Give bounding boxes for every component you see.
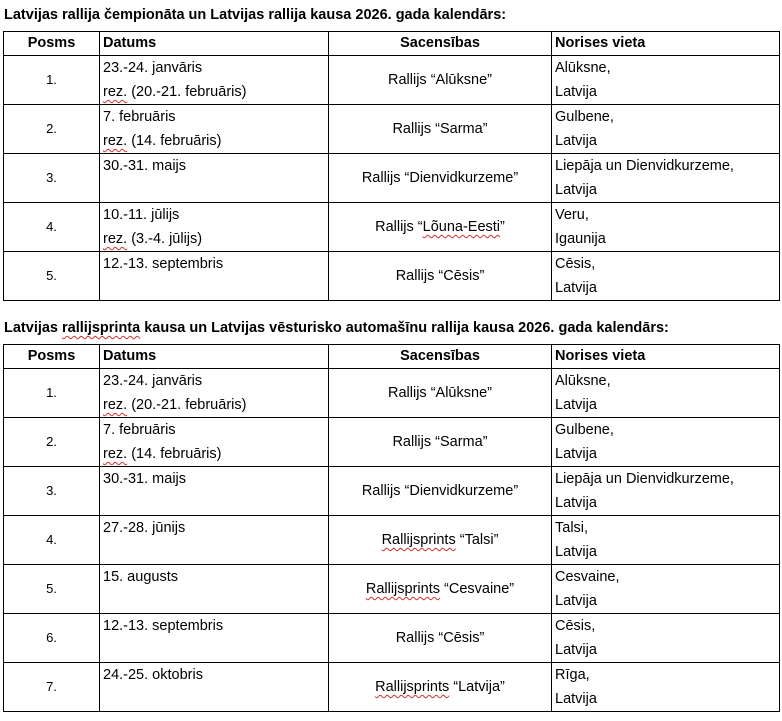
reserve-date: (20.-21. februāris) bbox=[127, 84, 247, 100]
place-cell bbox=[552, 663, 780, 712]
place-cell bbox=[552, 105, 780, 154]
stage-number: 3. bbox=[4, 467, 100, 516]
place-city: Alūksne, bbox=[555, 373, 611, 389]
reserve-prefix: rez. bbox=[103, 133, 128, 149]
reserve-prefix: rez. bbox=[103, 446, 128, 462]
event-segment: Rallijsprints bbox=[381, 532, 456, 548]
place-city: Alūksne, bbox=[555, 60, 611, 76]
header-datums: Datums bbox=[100, 32, 329, 56]
place-cell bbox=[552, 369, 780, 418]
place-country: Latvija bbox=[555, 446, 597, 462]
date-main: 30.-31. maijs bbox=[103, 158, 187, 174]
stage-number: 4. bbox=[4, 203, 100, 252]
place-country: Latvija bbox=[555, 593, 597, 609]
date-cell bbox=[100, 252, 329, 301]
table-row bbox=[4, 203, 780, 252]
calendar-table-2 bbox=[3, 344, 780, 712]
place-country: Latvija bbox=[555, 495, 597, 511]
event-segment: ” bbox=[500, 219, 505, 235]
date-reserve bbox=[103, 393, 325, 417]
date-main: 12.-13. septembris bbox=[103, 618, 224, 634]
stage-number: 2. bbox=[4, 105, 100, 154]
event-label: Rallijs “Cēsis” bbox=[395, 268, 485, 284]
date-main: 7. februāris bbox=[103, 109, 176, 125]
place-country: Latvija bbox=[555, 642, 597, 658]
place-city: Cēsis, bbox=[555, 618, 596, 634]
event-label: Rallijs “Sarma” bbox=[392, 434, 488, 450]
calendar-table-1 bbox=[3, 31, 780, 301]
reserve-prefix: rez. bbox=[103, 397, 128, 413]
date-cell bbox=[100, 154, 329, 203]
date-cell bbox=[100, 565, 329, 614]
reserve-date: (14. februāris) bbox=[127, 133, 222, 149]
event-name bbox=[329, 467, 552, 516]
date-cell bbox=[100, 516, 329, 565]
stage-number: 3. bbox=[4, 154, 100, 203]
place-country: Latvija bbox=[555, 84, 597, 100]
place-cell bbox=[552, 614, 780, 663]
event-segment: “Cesvaine” bbox=[440, 581, 515, 597]
header-sacensibas: Sacensības bbox=[329, 345, 552, 369]
place-city: Cesvaine, bbox=[555, 569, 620, 585]
place-city: Veru, bbox=[555, 207, 589, 223]
place-city: Liepāja un Dienvidkurzeme, bbox=[555, 158, 734, 174]
date-main: 23.-24. janvāris bbox=[103, 60, 203, 76]
event-name bbox=[329, 614, 552, 663]
table-row bbox=[4, 252, 780, 301]
reserve-date: (14. februāris) bbox=[127, 446, 222, 462]
event-name bbox=[329, 203, 552, 252]
event-name bbox=[329, 252, 552, 301]
place-country: Latvija bbox=[555, 544, 597, 560]
event-segment: Rallijs “ bbox=[375, 219, 423, 235]
event-name bbox=[329, 105, 552, 154]
place-cell bbox=[552, 565, 780, 614]
title-segment: Latvijas bbox=[4, 320, 63, 336]
header-norises-vieta: Norises vieta bbox=[552, 345, 780, 369]
place-cell bbox=[552, 203, 780, 252]
event-segment: Lõuna-Eesti bbox=[422, 219, 501, 235]
header-sacensibas: Sacensības bbox=[329, 32, 552, 56]
date-cell bbox=[100, 105, 329, 154]
event-label bbox=[366, 581, 514, 597]
date-main: 15. augusts bbox=[103, 569, 178, 585]
event-name bbox=[329, 663, 552, 712]
place-cell bbox=[552, 154, 780, 203]
table-row bbox=[4, 663, 780, 712]
event-label bbox=[382, 532, 499, 548]
stage-number: 4. bbox=[4, 516, 100, 565]
date-main: 30.-31. maijs bbox=[103, 471, 187, 487]
table-row bbox=[4, 418, 780, 467]
date-cell bbox=[100, 418, 329, 467]
event-name bbox=[329, 565, 552, 614]
stage-number: 5. bbox=[4, 252, 100, 301]
place-cell bbox=[552, 56, 780, 105]
table-row bbox=[4, 369, 780, 418]
header-posms: Posms bbox=[4, 32, 100, 56]
table-row bbox=[4, 154, 780, 203]
table-row bbox=[4, 614, 780, 663]
table-row bbox=[4, 565, 780, 614]
date-main: 7. februāris bbox=[103, 422, 176, 438]
header-norises-vieta: Norises vieta bbox=[552, 32, 780, 56]
event-segment: “Talsi” bbox=[455, 532, 499, 548]
stage-number: 2. bbox=[4, 418, 100, 467]
date-reserve bbox=[103, 80, 325, 104]
event-label: Rallijs “Dienvidkurzeme” bbox=[361, 483, 519, 499]
event-segment: “Latvija” bbox=[449, 679, 505, 695]
date-main: 10.-11. jūlijs bbox=[103, 207, 180, 223]
reserve-prefix: rez. bbox=[103, 84, 128, 100]
place-country: Latvija bbox=[555, 397, 597, 413]
date-reserve bbox=[103, 129, 325, 153]
place-cell bbox=[552, 418, 780, 467]
place-country: Latvija bbox=[555, 133, 597, 149]
event-label: Rallijs “Alūksne” bbox=[388, 385, 492, 401]
event-segment: Rallijsprints bbox=[365, 581, 440, 597]
place-city: Liepāja un Dienvidkurzeme, bbox=[555, 471, 734, 487]
date-cell bbox=[100, 467, 329, 516]
date-main: 23.-24. janvāris bbox=[103, 373, 203, 389]
date-cell bbox=[100, 203, 329, 252]
title-segment: kausa un Latvijas vēsturisko automašīnu rallija kausa 2026. gada kalendārs: bbox=[140, 320, 669, 336]
date-main: 12.-13. septembris bbox=[103, 256, 224, 272]
stage-number: 6. bbox=[4, 614, 100, 663]
event-label: Rallijs “Dienvidkurzeme” bbox=[361, 170, 519, 186]
title-segment: rallijsprinta bbox=[62, 320, 141, 336]
date-cell bbox=[100, 663, 329, 712]
table-row bbox=[4, 467, 780, 516]
place-country: Latvija bbox=[555, 182, 597, 198]
event-name bbox=[329, 56, 552, 105]
event-name bbox=[329, 516, 552, 565]
stage-number: 1. bbox=[4, 56, 100, 105]
stage-number: 1. bbox=[4, 369, 100, 418]
place-country: Latvija bbox=[555, 280, 597, 296]
table-header-row bbox=[4, 345, 780, 369]
reserve-date: (20.-21. februāris) bbox=[127, 397, 247, 413]
place-country: Igaunija bbox=[555, 231, 606, 247]
date-cell bbox=[100, 369, 329, 418]
date-reserve bbox=[103, 442, 325, 466]
event-label bbox=[375, 679, 505, 695]
place-city: Rīga, bbox=[555, 667, 590, 683]
date-cell bbox=[100, 614, 329, 663]
event-name bbox=[329, 369, 552, 418]
place-cell bbox=[552, 252, 780, 301]
date-cell bbox=[100, 56, 329, 105]
header-datums: Datums bbox=[100, 345, 329, 369]
place-city: Cēsis, bbox=[555, 256, 596, 272]
place-cell bbox=[552, 516, 780, 565]
table-row bbox=[4, 56, 780, 105]
event-name bbox=[329, 154, 552, 203]
event-label: Rallijs “Cēsis” bbox=[395, 630, 485, 646]
event-segment: Rallijsprints bbox=[375, 679, 450, 695]
table2-title bbox=[4, 318, 669, 338]
reserve-date: (3.-4. jūlijs) bbox=[127, 231, 203, 247]
table-row bbox=[4, 105, 780, 154]
table-row bbox=[4, 516, 780, 565]
table-header-row bbox=[4, 32, 780, 56]
event-label bbox=[375, 219, 505, 235]
event-label: Rallijs “Alūksne” bbox=[388, 72, 492, 88]
date-main: 27.-28. jūnijs bbox=[103, 520, 186, 536]
date-reserve bbox=[103, 227, 325, 251]
place-country: Latvija bbox=[555, 691, 597, 707]
event-label: Rallijs “Sarma” bbox=[392, 121, 488, 137]
date-main: 24.-25. oktobris bbox=[103, 667, 203, 683]
place-cell bbox=[552, 467, 780, 516]
place-city: Gulbene, bbox=[555, 422, 614, 438]
reserve-prefix: rez. bbox=[103, 231, 128, 247]
place-city: Talsi, bbox=[555, 520, 589, 536]
stage-number: 5. bbox=[4, 565, 100, 614]
stage-number: 7. bbox=[4, 663, 100, 712]
place-city: Gulbene, bbox=[555, 109, 614, 125]
table1-title: Latvijas rallija čempionāta un Latvijas rallija kausa 2026. gada kalendārs: bbox=[4, 7, 507, 23]
event-name bbox=[329, 418, 552, 467]
header-posms: Posms bbox=[4, 345, 100, 369]
